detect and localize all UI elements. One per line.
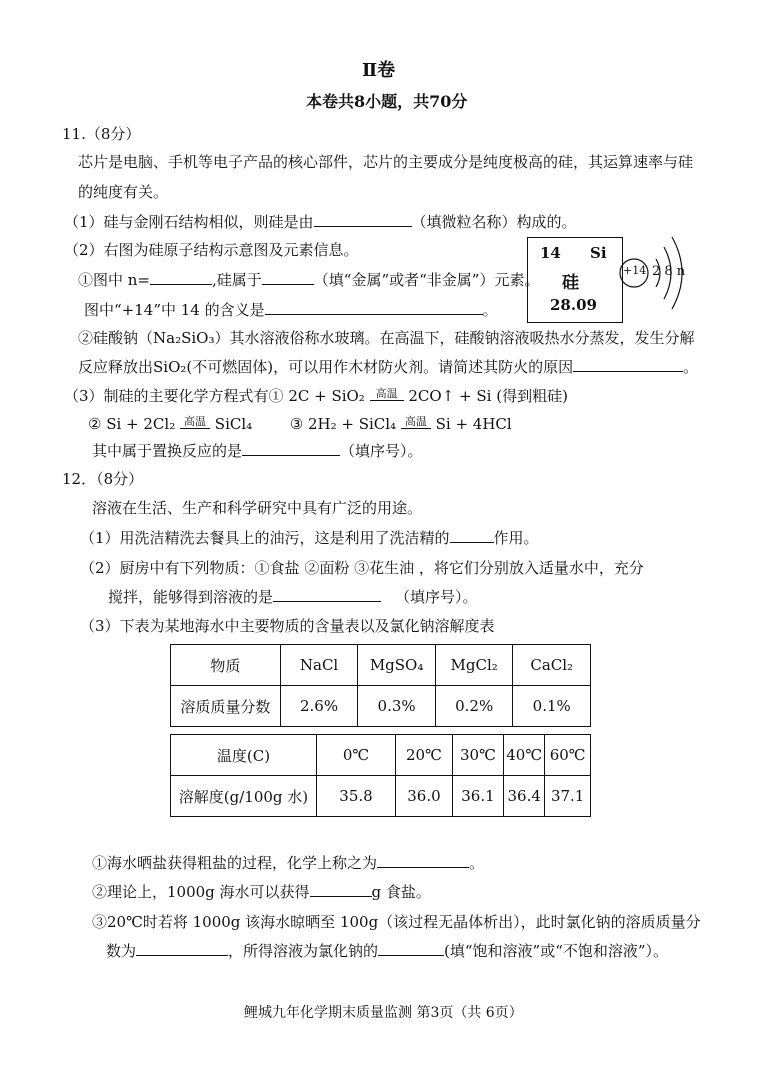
element-info-box bbox=[527, 237, 623, 323]
element-atomic-number: 14 bbox=[540, 244, 561, 262]
q12-sub3-line2 bbox=[106, 941, 668, 961]
eq2-condition-text: 高温 bbox=[184, 415, 207, 428]
q11-part3-text-a: 其中属于置换反应的是 bbox=[92, 442, 243, 460]
table-cell: 0.2% bbox=[435, 686, 513, 727]
table-header-cell: 60℃ bbox=[545, 735, 591, 776]
table-cell: 35.8 bbox=[316, 776, 395, 817]
table-header-cell: 0℃ bbox=[316, 735, 395, 776]
table-cell: 36.1 bbox=[452, 776, 503, 817]
q12-sub2 bbox=[92, 882, 431, 902]
eq3-right: Si + 4HCl bbox=[435, 415, 512, 433]
electron-shells: 2 8 n bbox=[652, 264, 686, 279]
q12-part1-text-a: （1）用洗洁精洗去餐具上的油污，这是利用了洗洁精的 bbox=[80, 529, 450, 547]
table-header-cell: 40℃ bbox=[504, 735, 545, 776]
q11-part3-question bbox=[92, 441, 423, 461]
q12-fraction-blank[interactable] bbox=[136, 941, 228, 956]
q11-part1-blank[interactable] bbox=[314, 212, 412, 227]
table-cell: 36.0 bbox=[396, 776, 453, 817]
eq2-right: SiCl₄ bbox=[214, 415, 253, 433]
table-row bbox=[171, 735, 591, 776]
q11-number: 11.（8分） bbox=[62, 125, 141, 143]
q12-evaporation-blank[interactable] bbox=[377, 853, 469, 868]
q12-salt-mass-blank[interactable] bbox=[310, 882, 372, 897]
q12-part1-text-b: 作用。 bbox=[493, 529, 539, 547]
element-mass: 28.09 bbox=[550, 296, 597, 314]
eq1-condition-text: 高温 bbox=[375, 387, 398, 400]
q11-fire-reason-blank[interactable] bbox=[573, 357, 683, 372]
q11-part1-text-a: （1）硅与金刚石结构相似，则硅是由 bbox=[64, 213, 314, 231]
q12-sub3-text-b: 数为 bbox=[106, 942, 137, 960]
nacl-solubility-table bbox=[170, 734, 591, 817]
q12-sub2-text-a: ②理论上，1000g 海水可以获得 bbox=[92, 883, 310, 901]
table-header-cell: MgSO₄ bbox=[358, 645, 436, 686]
q11-part2-2-text-a: 图中“+14”中 14 的含义是 bbox=[84, 301, 265, 319]
eq3-left: ③ 2H₂ + SiCl₄ bbox=[289, 415, 397, 433]
eq2-left: ② Si + 2Cl₂ bbox=[88, 415, 176, 433]
table-header-cell: MgCl₂ bbox=[435, 645, 513, 686]
q12-part2-text-c: （填序号）。 bbox=[395, 588, 478, 606]
table-header-cell: 物质 bbox=[171, 645, 281, 686]
table-header-cell: 20℃ bbox=[396, 735, 453, 776]
q12-part1 bbox=[80, 528, 539, 548]
seawater-content-table bbox=[170, 644, 591, 727]
q11-part1-text-b: （填微粒名称）构成的。 bbox=[411, 213, 577, 231]
q12-sub1-text-b: 。 bbox=[469, 854, 485, 872]
q11-replacement-blank[interactable] bbox=[242, 441, 340, 456]
q12-part2-line2 bbox=[108, 587, 478, 607]
q11-part2-1 bbox=[78, 270, 539, 290]
q12-sub3-text-d: (填“饱和溶液”或“不饱和溶液”）。 bbox=[444, 942, 669, 960]
q12-sub1 bbox=[92, 853, 484, 873]
q11-part2-3-text-c: 。 bbox=[683, 358, 699, 376]
table-cell: 溶质质量分数 bbox=[171, 686, 281, 727]
eq3-condition bbox=[401, 416, 431, 429]
q12-part2-text-b: 搅拌，能够得到溶液的是 bbox=[108, 588, 274, 606]
q11-intro-line1: 芯片是电脑、手机等电子产品的核心部件，芯片的主要成分是纯度极高的硅，其运算速率与硅 bbox=[78, 153, 694, 171]
q12-sub2-text-b: g 食盐。 bbox=[371, 883, 431, 901]
table-header-cell: NaCl bbox=[280, 645, 358, 686]
q11-part2-1-text-b: ,硅属于 bbox=[212, 271, 262, 289]
table-row bbox=[171, 686, 591, 727]
q11-part3-eq1 bbox=[64, 386, 568, 406]
q11-part2-3-line1: ②硅酸钠（Na₂SiO₃）其水溶液俗称水玻璃。在高温下，硅酸钠溶液吸热水分蒸发，发生分解 bbox=[78, 329, 695, 347]
table-cell: 2.6% bbox=[280, 686, 358, 727]
q12-sub3-line1: ③20℃时若将 1000g 该海水晾晒至 100g（该过程无晶体析出），此时氯化钠的溶质质量分 bbox=[92, 913, 701, 931]
table-cell: 0.3% bbox=[358, 686, 436, 727]
q11-part2-3-line2 bbox=[78, 357, 698, 377]
q11-meaning-blank[interactable] bbox=[265, 300, 483, 315]
q11-part2-1-text-c: （填“金属”或者“非金属”）元素。 bbox=[313, 271, 540, 289]
q12-solution-blank[interactable] bbox=[273, 587, 381, 602]
q11-part2-1-text-a: ①图中 n= bbox=[78, 271, 150, 289]
section-subtitle: 本卷共8小题，共70分 bbox=[306, 92, 468, 111]
table-cell: 37.1 bbox=[545, 776, 591, 817]
element-symbol: Si bbox=[590, 244, 607, 262]
q11-part1 bbox=[64, 212, 577, 232]
q11-part3-text-b: （填序号）。 bbox=[340, 442, 423, 460]
table-cell: 0.1% bbox=[513, 686, 591, 727]
q12-saturation-blank[interactable] bbox=[378, 941, 444, 956]
page-footer: 鲤城九年化学期末质量监测 第3页（共 6页） bbox=[244, 1005, 523, 1021]
table-header-cell: 温度(C) bbox=[171, 735, 317, 776]
table-row bbox=[171, 645, 591, 686]
q11-part2: （2）右图为硅原子结构示意图及元素信息。 bbox=[64, 241, 359, 259]
table-cell: 36.4 bbox=[504, 776, 545, 817]
q12-intro: 溶液在生活、生产和科学研究中具有广泛的用途。 bbox=[92, 499, 423, 517]
q11-part3-eq23 bbox=[88, 414, 512, 434]
q11-part2-2-text-b: 。 bbox=[482, 301, 498, 319]
eq1-left: （3）制硅的主要化学方程式有① 2C + SiO₂ bbox=[64, 387, 365, 405]
nucleus-charge: +14 bbox=[623, 264, 647, 277]
q12-part3: （3）下表为某地海水中主要物质的含量表以及氯化钠溶解度表 bbox=[80, 617, 495, 635]
q11-part2-3-text-b: 反应释放出SiO₂(不可燃固体)，可以用作木材防火剂。请简述其防火的原因 bbox=[78, 358, 574, 376]
table-cell: 溶解度(g/100g 水) bbox=[171, 776, 317, 817]
element-name: 硅 bbox=[562, 273, 579, 293]
table-header-cell: 30℃ bbox=[452, 735, 503, 776]
q11-n-blank[interactable] bbox=[150, 270, 212, 285]
table-row bbox=[171, 776, 591, 817]
q11-part2-2 bbox=[84, 300, 498, 320]
q11-intro-line2: 的纯度有关。 bbox=[78, 183, 169, 201]
q12-part2-line1: （2）厨房中有下列物质：①食盐 ②面粉 ③花生油 ，将它们分别放入适量水中，充分 bbox=[80, 559, 644, 577]
q12-sub3-text-c: ，所得溶液为氯化钠的 bbox=[228, 942, 379, 960]
q12-sub1-text-a: ①海水晒盐获得粗盐的过程，化学上称之为 bbox=[92, 854, 378, 872]
eq2-condition bbox=[180, 416, 210, 429]
table-header-cell: CaCl₂ bbox=[513, 645, 591, 686]
section-title: Ⅱ卷 bbox=[362, 60, 396, 81]
eq1-condition bbox=[370, 388, 404, 401]
eq3-condition-text: 高温 bbox=[404, 415, 427, 428]
q11-metal-blank[interactable] bbox=[262, 270, 314, 285]
eq1-right: 2CO↑ + Si (得到粗硅) bbox=[408, 387, 568, 405]
q12-detergent-blank[interactable] bbox=[450, 528, 494, 543]
q12-number: 12．（8分） bbox=[62, 470, 144, 488]
